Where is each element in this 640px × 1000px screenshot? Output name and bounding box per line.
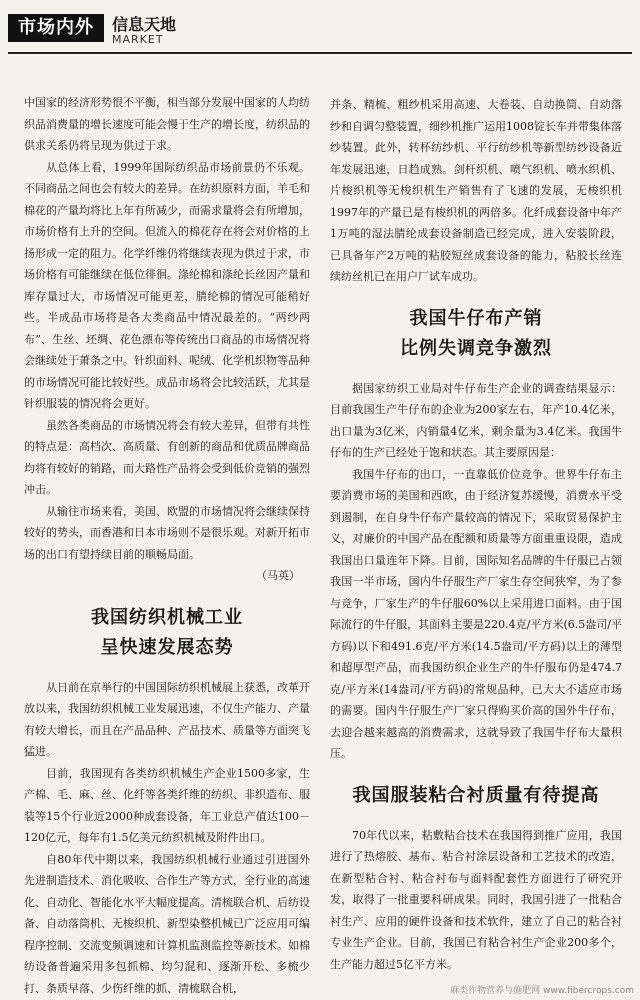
article1-paragraph-4 — [24, 501, 310, 587]
watermark: 麻类作物营养与施肥网 www.fibercrops.com — [450, 986, 634, 996]
article1-signature: （马英） — [256, 569, 300, 582]
article1-paragraph-1: 中国家的经济形势很不平衡，相当部分发展中国家的人均纺织品消费量的增长速度可能会慢于生产的增长度，纺织品的供求关系仍将呈现为供过于求。 — [24, 96, 310, 152]
article4-headline: 我国服装粘合衬质量有待提高 — [352, 784, 600, 806]
section-badge: 市场内外 — [8, 14, 104, 42]
article3-headline-line2: 比例失调竞争激烈 — [400, 337, 552, 359]
right-column — [330, 94, 622, 975]
article1-paragraph-4-text: 从输往市场来看，美国、欧盟的市场情况将会继续保持较好的势头，而香港和日本市场则不是很乐观。对新开拓市场的出口有望持续目前的顺畅局面。 — [24, 504, 310, 561]
article1-paragraph-3: 虽然各类商品的市场情况将会有较大差异，但带有共性的特点是：高档次、高质量、有创新的商品和优质品牌商品均将有较好的销路，而大路性产品将会受到低价竞销的强烈冲击。 — [24, 418, 310, 496]
article2-headline — [24, 603, 310, 663]
article2-paragraph-1: 从日前在京举行的中国国际纺织机械展上获悉，改革开放以来，我国纺织机械工业发展迅速，不仅生产能力、产量有较大增长，而且在产品品种、产品技术、质量等方面突飞猛进。 — [24, 680, 310, 758]
article2-paragraph-3: 自80年代中期以来，我国纺织机械行业通过引进国外先进制造技术、消化吸收、合作生产等方式，全行业的高速化、自动化、智能化水平大幅度提高。清梳联合机、后纺设备、自动落筒机、无梭织机、新型染整机械已广泛应用可编程序控制、交流变频调速和计算机监测监控等新技术。如棉纺设备普遍采用多包抓棉、均匀混和、逐渐开松、多梳少打、条质早落、少伤纤维的抓、清梳联合机， — [24, 852, 310, 995]
article2-continued: 并条、精梳、粗纱机采用高速、大卷装、自动换筒、自动落纱和自调匀整装置，细纱机推广运用1008锭长车并带集体落纱装置。此外，转杯纺纱机、平行纺纱机等新型纺纱设备近年发展迅速，日趋成熟。剑杆织机、喷气织机、喷水织机、片梭织机等无梭织机生产销售有了飞速的发展，无梭织机1997年的产量已是有梭织机的两倍多。化纤成套设备中年产1万吨的湿法腈纶成套设备制造已经完成，进入安装阶段，已具备年产2万吨的粘胶短丝成套设备的能力，粘胶长丝连续纺丝机已在用户厂试车成功。 — [330, 98, 622, 283]
article2-headline-line1: 我国纺织机械工业 — [91, 606, 243, 628]
article3-headline — [330, 304, 622, 364]
article3-headline-line1: 我国牛仔布产销 — [409, 307, 543, 329]
page-header — [0, 0, 640, 60]
article4-paragraph-1: 70年代以来，粘敷粘合技术在我国得到推广应用，我国进行了热熔胶、基布、粘合衬涂层设备和工艺技术的改造，在新型粘合衬、粘合衬布与面料配套性方面进行了研究开发，取得了一批重要科研成果。同时，我国引进了一批粘合衬生产、应用的硬件设备和技术软件，建立了自己的粘合衬专业生产企业。目前，我国已有粘合衬生产企业200多个，生产能力超过5亿平方米。 — [330, 828, 622, 971]
section-title: 信息天地 — [112, 15, 177, 34]
section-subtitle: MARKET — [112, 33, 164, 46]
article1-paragraph-2: 从总体上看，1999年国际纺织品市场前景仍不乐观。不同商品之间也会有较大的差异。在纺织原料方面，羊毛和棉花的产量均将比上年有所减少，而需求量将会有所增加，市场价格有上升的空间。但流入的棉花存在将会对价格的上扬形成一定的阻力。化学纤维仍将继续表现为供过于求，市场价格有可能继续在低位徘徊。涤纶棉和涤纶长丝因产量和库存量过大，市场情况可能更差，腈纶棉的情况可能稍好些。半成品市场将是各大类商品中情况最差的。“两纱两布”、生丝、坯绸、花色漂布等传统出口商品的市场情况将会继续处于萧条之中。针织面料、呢绒、化学机织物等品种的市场情况可能比较好些。成品市场将会比较活跃，尤其是针织服装的情况将会更好。 — [24, 160, 310, 410]
article3-paragraph-2: 我国牛仔布的出口，一直靠低价位竞争。世界牛仔布主要消费市场的美国和西欧，由于经济复苏缓慢，消费水平受到遏制，在自身牛仔布产量较高的情况下，采取贸易保护主义，对廉价的中国产品在配额和质量等方面重重设限，造成我国出口量连年下降。目前，国际知名品牌的牛仔服已占领我国一半市场，国内牛仔服生产厂家生存空间狭窄，为了参与竞争，厂家生产的牛仔服60%以上采用进口面料。由于国际流行的牛仔服，其面料主要是220.4克/平方米(6.5盎司/平方码)以下和491.6克/平方米(14.5盎司/平方码)以上的薄型和超厚型产品，而我国纺织企业生产的牛仔服布仍是474.7克/平方米(14盎司/平方码)的常规品种，已大大不适应市场的需要。国内牛仔服生产厂家只得购买价高的国外牛仔布，去迎合越来越高的消费需求，这就导致了我国牛仔布大量积压。 — [330, 467, 622, 760]
header-divider — [8, 52, 632, 54]
article2-headline-line2: 呈快速发展态势 — [100, 636, 234, 658]
left-column — [24, 92, 310, 999]
article3-paragraph-1: 据国家纺织工业局对牛仔布生产企业的调查结果显示：目前我国生产牛仔布的企业为200家左右，年产10.4亿米，出口量为3亿米，内销量4亿米，剩余量为3.4亿米。我国牛仔布的生产已经处于饱和状态。其主要原因是： — [330, 381, 622, 459]
article2-paragraph-2: 目前，我国现有各类纺织机械生产企业1500多家，生产棉、毛、麻、丝、化纤等各类纤维的纺织、非织造布、服装等15个行业近2000种成套设备，年工业总产值达100－120亿元，每年有1.5亿美元纺织机械及附件出口。 — [24, 766, 310, 844]
